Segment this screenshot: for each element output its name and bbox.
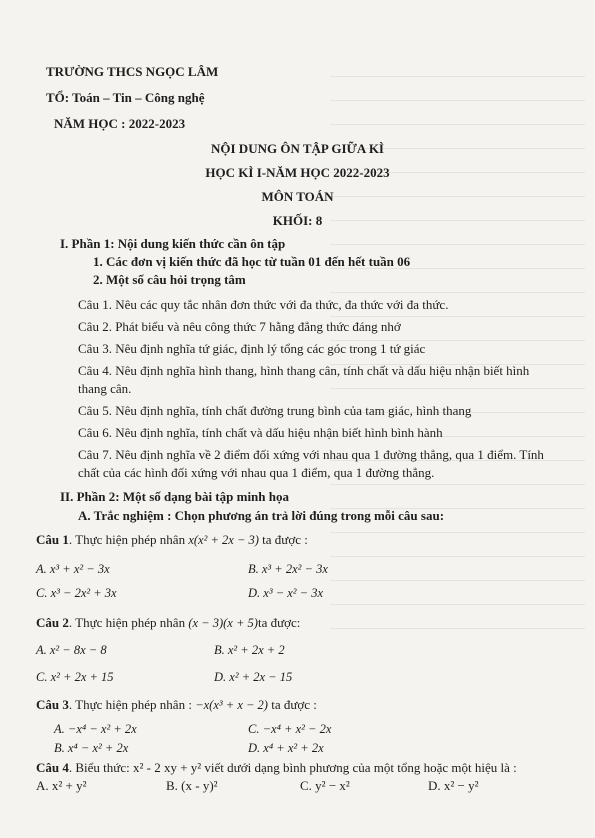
doc-title-line1: NỘI DUNG ÔN TẬP GIỮA KÌ [211,141,384,156]
answer-option-c[interactable]: C. x³ − 2x² + 3x [36,586,117,600]
answer-option-b[interactable]: B. x³ + 2x² − 3x [248,562,328,576]
answer-option-d[interactable]: D. x⁴ + x² + 2x [248,741,324,755]
answer-option-b[interactable]: B. x⁴ − x² + 2x [54,741,129,755]
question-label: Câu 3 [36,697,69,712]
answer-option-b[interactable]: B. x² + 2x + 2 [214,643,285,657]
part1-sub2: 2. Một số câu hỏi trọng tâm [93,272,246,287]
review-question: Câu 5. Nêu định nghĩa, tính chất đường trung bình của tam giác, hình thang [78,403,472,418]
part1-sub1: 1. Các đơn vị kiến thức đã học từ tuần 01 đến hết tuần 06 [93,254,411,269]
mcq-question-4: Câu 4. Biểu thức: x² - 2 xy + y² viết dưới dạng bình phương của một tổng hoặc một hiệu là : [36,760,517,775]
math-expression: −x(x³ + x − 2) [195,698,268,712]
answer-option-a[interactable]: A. −x⁴ − x² + 2x [54,722,137,736]
part2-heading: II. Phần 2: Một số dạng bài tập minh họa [60,489,289,504]
school-name: TRƯỜNG THCS NGỌC LÂM [46,64,219,79]
math-expression: x(x² + 2x − 3) [188,533,259,547]
review-question: Câu 3. Nêu định nghĩa tứ giác, định lý tổng các góc trong 1 tứ giác [78,341,426,356]
answer-option-a[interactable]: A. x² + y² [36,778,87,793]
answer-option-d[interactable]: D. x² − y² [428,778,479,793]
review-question: Câu 2. Phát biểu và nêu công thức 7 hằng đẳng thức đáng nhớ [78,319,401,334]
answer-option-d[interactable]: D. x² + 2x − 15 [214,670,293,684]
doc-title-line2: HỌC KÌ I-NĂM HỌC 2022-2023 [205,165,390,180]
review-question: Câu 4. Nêu định nghĩa hình thang, hình thang cân, tính chất và dấu hiệu nhận biết hình [78,363,530,378]
answer-option-c[interactable]: C. x² + 2x + 15 [36,670,114,684]
answer-option-d[interactable]: D. x³ − x² − 3x [248,586,324,600]
department-name: TỔ: Toán – Tin – Công nghệ [46,90,205,105]
mcq-question-2: Câu 2. Thực hiện phép nhân (x − 3)(x + 5)ta được: [36,615,301,630]
review-question-cont: thang cân. [78,381,132,396]
doc-title-grade: KHỐI: 8 [272,213,323,228]
review-question-cont: chất của các hình đối xứng với nhau qua 1 điểm, qua 1 đường thẳng. [78,465,435,480]
question-label: Câu 4 [36,760,69,775]
math-expression: (x − 3)(x + 5) [188,616,258,630]
mcq-question-1: Câu 1. Thực hiện phép nhân x(x² + 2x − 3) ta được : [36,532,308,547]
answer-option-c[interactable]: C. y² − x² [300,778,350,793]
answer-option-a[interactable]: A. x² − 8x − 8 [36,643,107,657]
answer-option-c[interactable]: C. −x⁴ + x² − 2x [248,722,332,736]
review-question: Câu 7. Nêu định nghĩa về 2 điểm đối xứng với nhau qua 1 đường thẳng, qua 1 điểm. Tính [78,447,544,462]
doc-title-subject: MÔN TOÁN [261,189,334,204]
mcq-question-3: Câu 3. Thực hiện phép nhân : −x(x³ + x − 2) ta được : [36,697,317,712]
question-label: Câu 1 [36,532,69,547]
review-question: Câu 6. Nêu định nghĩa, tính chất và dấu hiệu nhận biết hình bình hành [78,425,443,440]
school-year: NĂM HỌC : 2022-2023 [54,116,186,131]
answer-option-b[interactable]: B. (x - y)² [166,778,218,793]
part2-sub: A. Trắc nghiệm : Chọn phương án trả lời đúng trong mỗi câu sau: [78,508,445,523]
part1-heading: I. Phần 1: Nội dung kiến thức cần ôn tập [60,236,286,251]
question-label: Câu 2 [36,615,69,630]
answer-option-a[interactable]: A. x³ + x² − 3x [36,562,110,576]
review-question: Câu 1. Nêu các quy tắc nhân đơn thức với đa thức, đa thức với đa thức. [78,297,449,312]
